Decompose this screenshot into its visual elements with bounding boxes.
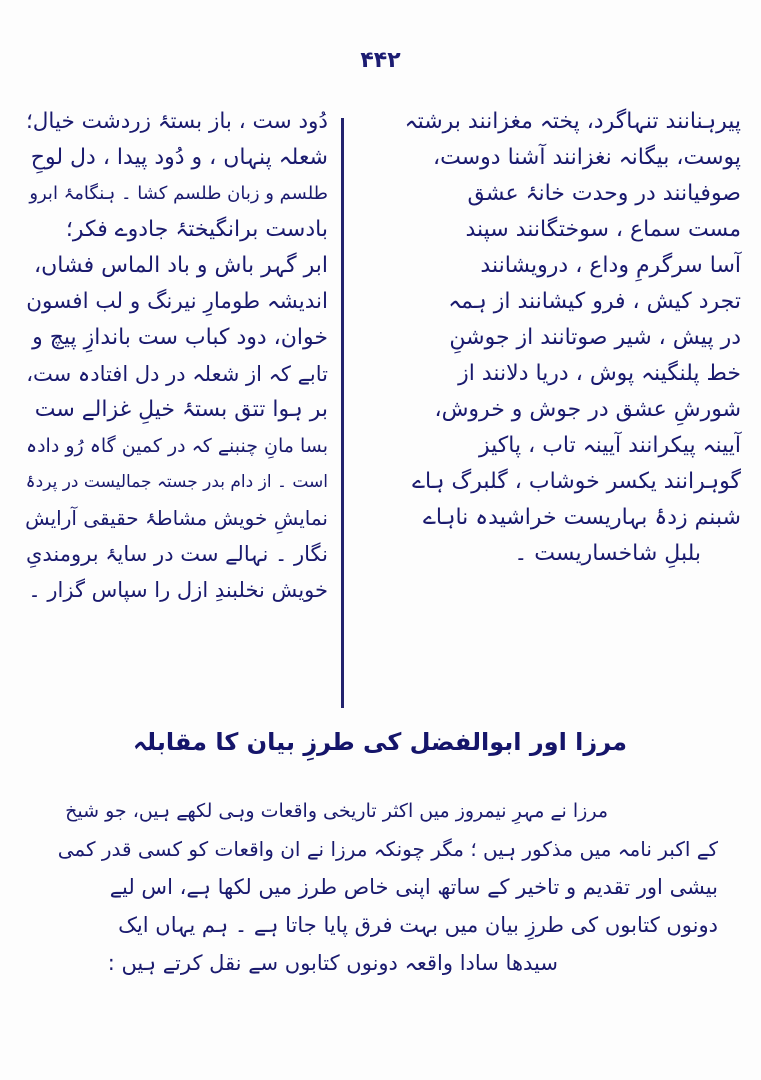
text-line: است ۔ از دام بدر جستہ جمالیست در پردۂ — [25, 472, 328, 492]
text-line: خویش نخلبندِ ازل را سپاس گزار ۔ — [28, 578, 328, 602]
text-line: دُود ست ، باز بستۂ زردشت خیال؛ — [25, 109, 328, 134]
text-line: شورشِ عشق در جوش و خروش، — [434, 397, 741, 422]
text-line: بلبلِ شاخساریست ۔ — [514, 541, 701, 566]
text-line: شبنم زدۂ بہاریست خراشیدہ ناہاے — [422, 505, 741, 530]
text-line: نمایشِ خویش مشاطۂ حقیقی آرایش — [25, 506, 328, 530]
text-line: خط پلنگینہ پوش ، دریا دلانند از — [458, 361, 741, 386]
paragraph-line: کے اکبر نامہ میں مذکور ہیں ؛ مگر چونکہ مرزا نے ان واقعات کو کسی قدر کمی — [57, 837, 718, 861]
text-line: بر ہوا تتق بستۂ خیلِ غزالے ست — [34, 397, 328, 422]
text-line: بسا مانِ چنبنے کہ در کمین گاہ رُو دادہ — [25, 435, 328, 457]
text-line: تابے کہ از شعلہ در دل افتادہ ست، — [26, 362, 328, 386]
text-line: نگار ۔ نہالے ست در سایۂ برومندیِ — [25, 542, 328, 566]
paragraph-line: سیدھا سادا واقعہ دونوں کتابوں سے نقل کرتے ہیں : — [107, 951, 558, 975]
text-line: پوست، بیگانہ نغزانند آشنا دوست، — [433, 145, 741, 170]
text-line: خوان، دود کباب ست باندازِ پیچ و — [32, 325, 328, 350]
text-line: در پیش ، شیر صوتانند از جوشنِ — [449, 325, 741, 350]
text-line: مست سماع ، سوختگانند سپند — [465, 217, 741, 242]
section-heading: مرزا اور ابوالفضل کی طرزِ بیان کا مقابلہ — [132, 728, 628, 756]
text-line: بادست برانگیختۂ جادوے فکر؛ — [65, 217, 328, 242]
paragraph-line: مرزا نے مہرِ نیمروز میں اکثر تاریخی واقعات وہی لکھے ہیں، جو شیخ — [65, 800, 608, 822]
text-line: تجرد کیش ، فرو کیشانند از ہمہ — [448, 289, 741, 314]
text-line: طلسم و زبان طلسم کشا ۔ ہنگامۂ ابرو — [29, 183, 328, 204]
text-line: پیرہنانند تنہاگرد، پختہ مغزانند برشتہ — [404, 109, 741, 134]
column-divider — [341, 118, 344, 708]
text-line: ابر گہر باش و باد الماس فشاں، — [34, 253, 328, 278]
text-line: اندیشہ طومارِ نیرنگ و لب افسون — [26, 289, 328, 314]
left-column-text — [22, 104, 328, 608]
right-column-text — [396, 104, 741, 572]
text-line: گوہرانند یکسر خوشاب ، گلبرگ ہاے — [412, 469, 741, 494]
paragraph-line: دونوں کتابوں کی طرزِ بیان میں بہت فرق پایا جاتا ہے ۔ ہم یہاں ایک — [118, 913, 718, 937]
paragraph-line: بیشی اور تقدیم و تاخیر کے ساتھ اپنی خاص طرز میں لکھا ہے، اس لیے — [109, 875, 718, 899]
text-line: شعلہ پنہاں ، و دُود پیدا ، دل لوحِ — [30, 145, 328, 170]
page-number: ۴۴۲ — [360, 48, 401, 73]
section-paragraph — [58, 792, 718, 982]
text-line: صوفیانند در وحدت خانۂ عشق — [467, 181, 741, 206]
text-line: آیینہ پیکرانند آیینہ تاب ، پاکیز — [479, 433, 741, 458]
text-line: آسا سرگرمِ وداع ، درویشانند — [480, 253, 741, 278]
